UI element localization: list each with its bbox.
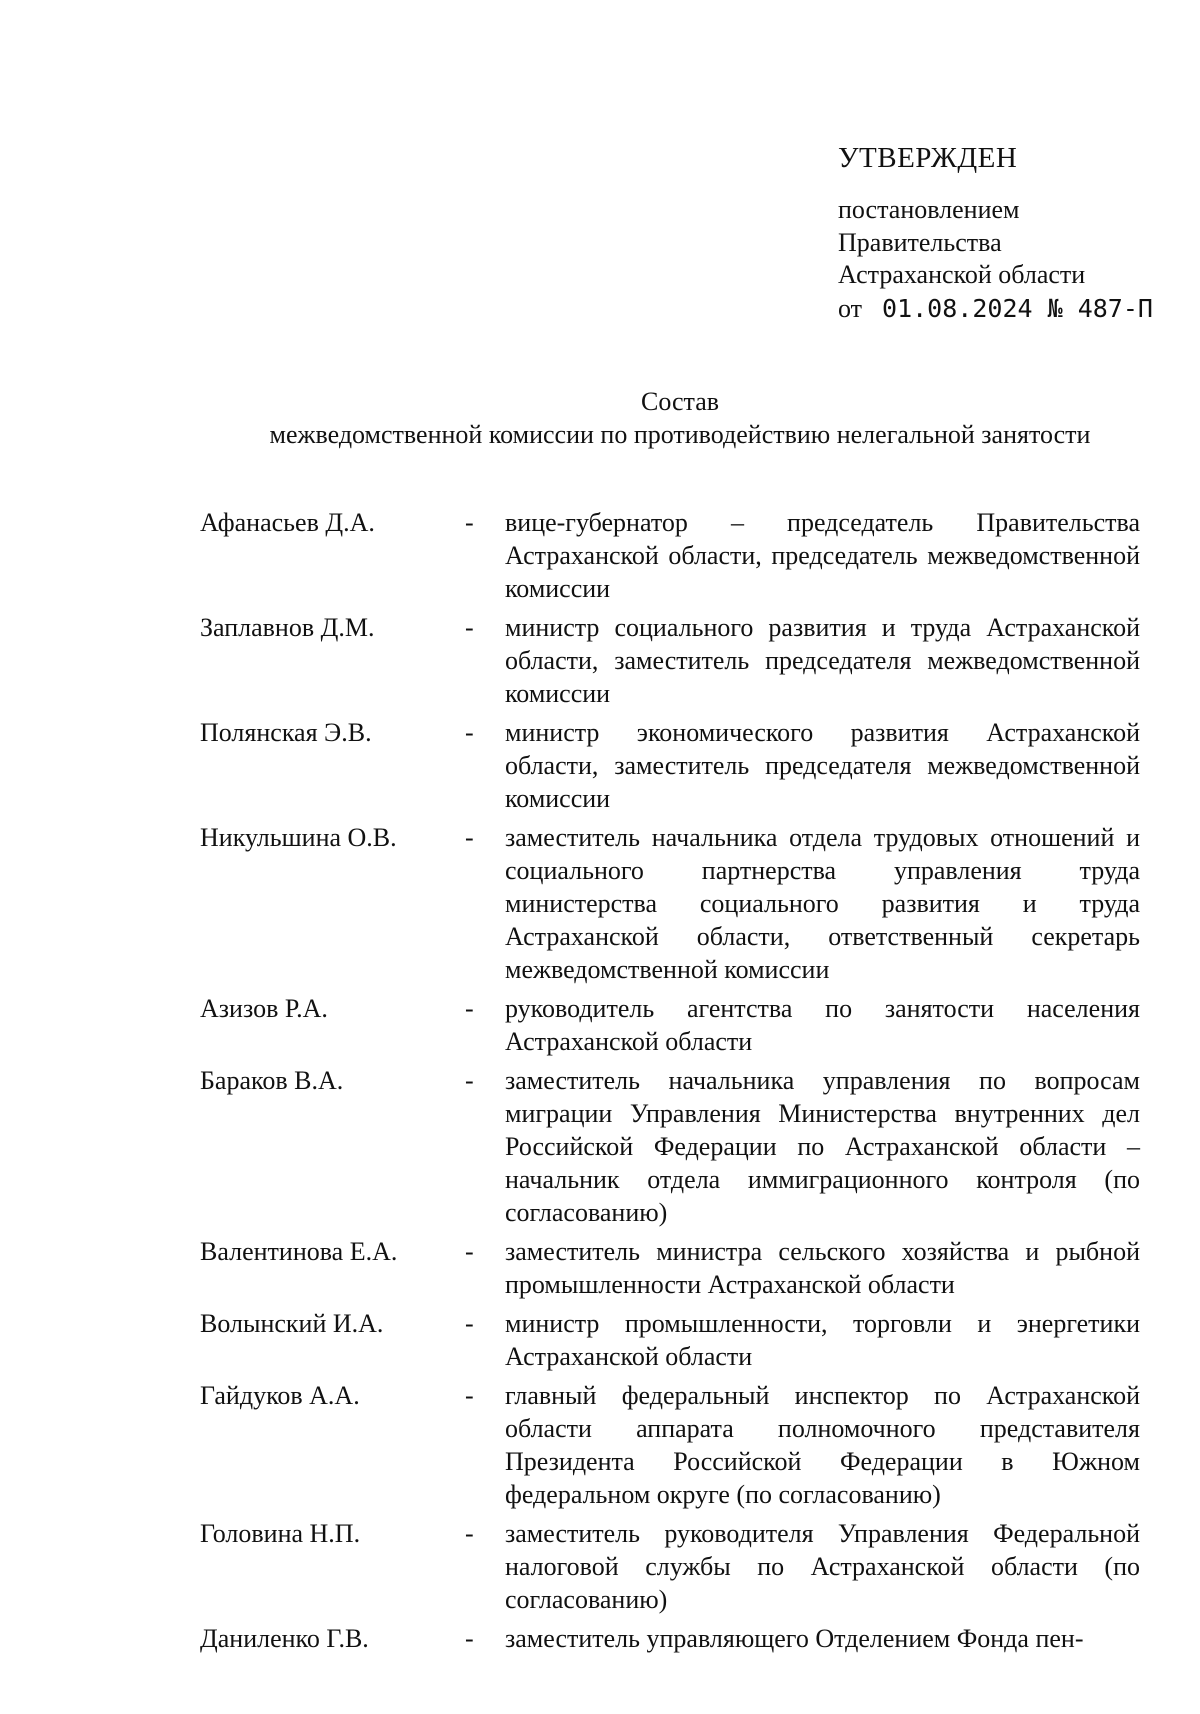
member-row bbox=[200, 1307, 1140, 1373]
approval-line-1: постановлением bbox=[838, 195, 1020, 224]
member-dash: - bbox=[465, 613, 474, 642]
member-name: Даниленко Г.В. bbox=[200, 1624, 369, 1653]
member-dash: - bbox=[465, 1519, 474, 1548]
member-row bbox=[200, 1622, 1140, 1655]
heading-subtitle: межведомственной комиссии по противодействию нелегальной занятости bbox=[269, 420, 1091, 449]
member-row bbox=[200, 1064, 1140, 1229]
member-position: главный федеральный инспектор по Астраханской области аппарата полномочного представителя Президента Российской Федерации в Южном федеральном округе (по согласованию) bbox=[505, 1381, 1140, 1509]
member-name: Бараков В.А. bbox=[200, 1066, 344, 1095]
member-position: заместитель начальника отдела трудовых отношений и социального партнерства управления труда министерства социального развития и труда Астраханской области, ответственный секретарь межведомственной комиссии bbox=[505, 823, 1140, 984]
member-position: министр социального развития и труда Астраханской области, заместитель председателя межведомственной комиссии bbox=[505, 613, 1140, 708]
member-name: Головина Н.П. bbox=[200, 1519, 361, 1548]
approval-line-2: Правительства bbox=[838, 227, 1002, 257]
member-row bbox=[200, 506, 1140, 605]
member-dash: - bbox=[465, 994, 474, 1023]
document-heading bbox=[0, 385, 1200, 451]
member-row bbox=[200, 1379, 1140, 1511]
member-row bbox=[200, 1235, 1140, 1301]
member-name: Заплавнов Д.М. bbox=[200, 613, 375, 642]
member-dash: - bbox=[465, 718, 474, 747]
member-position: вице-губернатор – председатель Правительства Астраханской области, председатель межведомственной комиссии bbox=[505, 508, 1140, 603]
member-dash: - bbox=[465, 1309, 474, 1338]
approval-date-number: 01.08.2024 № 487-П bbox=[882, 293, 1153, 323]
approval-title: УТВЕРЖДЕН bbox=[838, 142, 1018, 174]
approval-block bbox=[838, 140, 1178, 325]
member-dash: - bbox=[465, 1066, 474, 1095]
member-row bbox=[200, 992, 1140, 1058]
member-row bbox=[200, 1517, 1140, 1616]
member-name: Полянская Э.В. bbox=[200, 718, 372, 747]
member-name: Афанасьев Д.А. bbox=[200, 508, 375, 537]
member-name: Никульшина О.В. bbox=[200, 823, 397, 852]
heading-title: Состав bbox=[640, 387, 720, 416]
member-position: заместитель начальника управления по вопросам миграции Управления Министерства внутренних дел Российской Федерации по Астраханской области – начальник отдела иммиграционного контроля (по согласованию) bbox=[505, 1066, 1140, 1227]
member-dash: - bbox=[465, 1381, 474, 1410]
member-dash: - bbox=[465, 1624, 474, 1653]
approval-line-3: Астраханской области bbox=[838, 260, 1086, 289]
member-position: заместитель управляющего Отделением Фонда пен- bbox=[505, 1624, 1084, 1653]
member-position: руководитель агентства по занятости населения Астраханской области bbox=[505, 994, 1140, 1056]
approval-date-line bbox=[838, 293, 1178, 326]
member-row bbox=[200, 716, 1140, 815]
member-name: Гайдуков А.А. bbox=[200, 1381, 360, 1410]
members-list bbox=[200, 506, 1140, 1661]
member-dash: - bbox=[465, 1237, 474, 1266]
member-name: Волынский И.А. bbox=[200, 1309, 384, 1338]
member-row bbox=[200, 611, 1140, 710]
member-dash: - bbox=[465, 823, 474, 852]
member-row bbox=[200, 821, 1140, 986]
member-position: заместитель руководителя Управления Федеральной налоговой службы по Астраханской области (по согласованию) bbox=[505, 1519, 1140, 1614]
member-position: министр экономического развития Астраханской области, заместитель председателя межведомственной комиссии bbox=[505, 718, 1140, 813]
member-dash: - bbox=[465, 508, 474, 537]
member-position: заместитель министра сельского хозяйства и рыбной промышленности Астраханской области bbox=[505, 1237, 1140, 1299]
approval-from-label: от bbox=[838, 293, 863, 323]
member-position: министр промышленности, торговли и энергетики Астраханской области bbox=[505, 1309, 1140, 1371]
member-name: Валентинова Е.А. bbox=[200, 1237, 398, 1266]
member-name: Азизов Р.А. bbox=[200, 994, 328, 1023]
